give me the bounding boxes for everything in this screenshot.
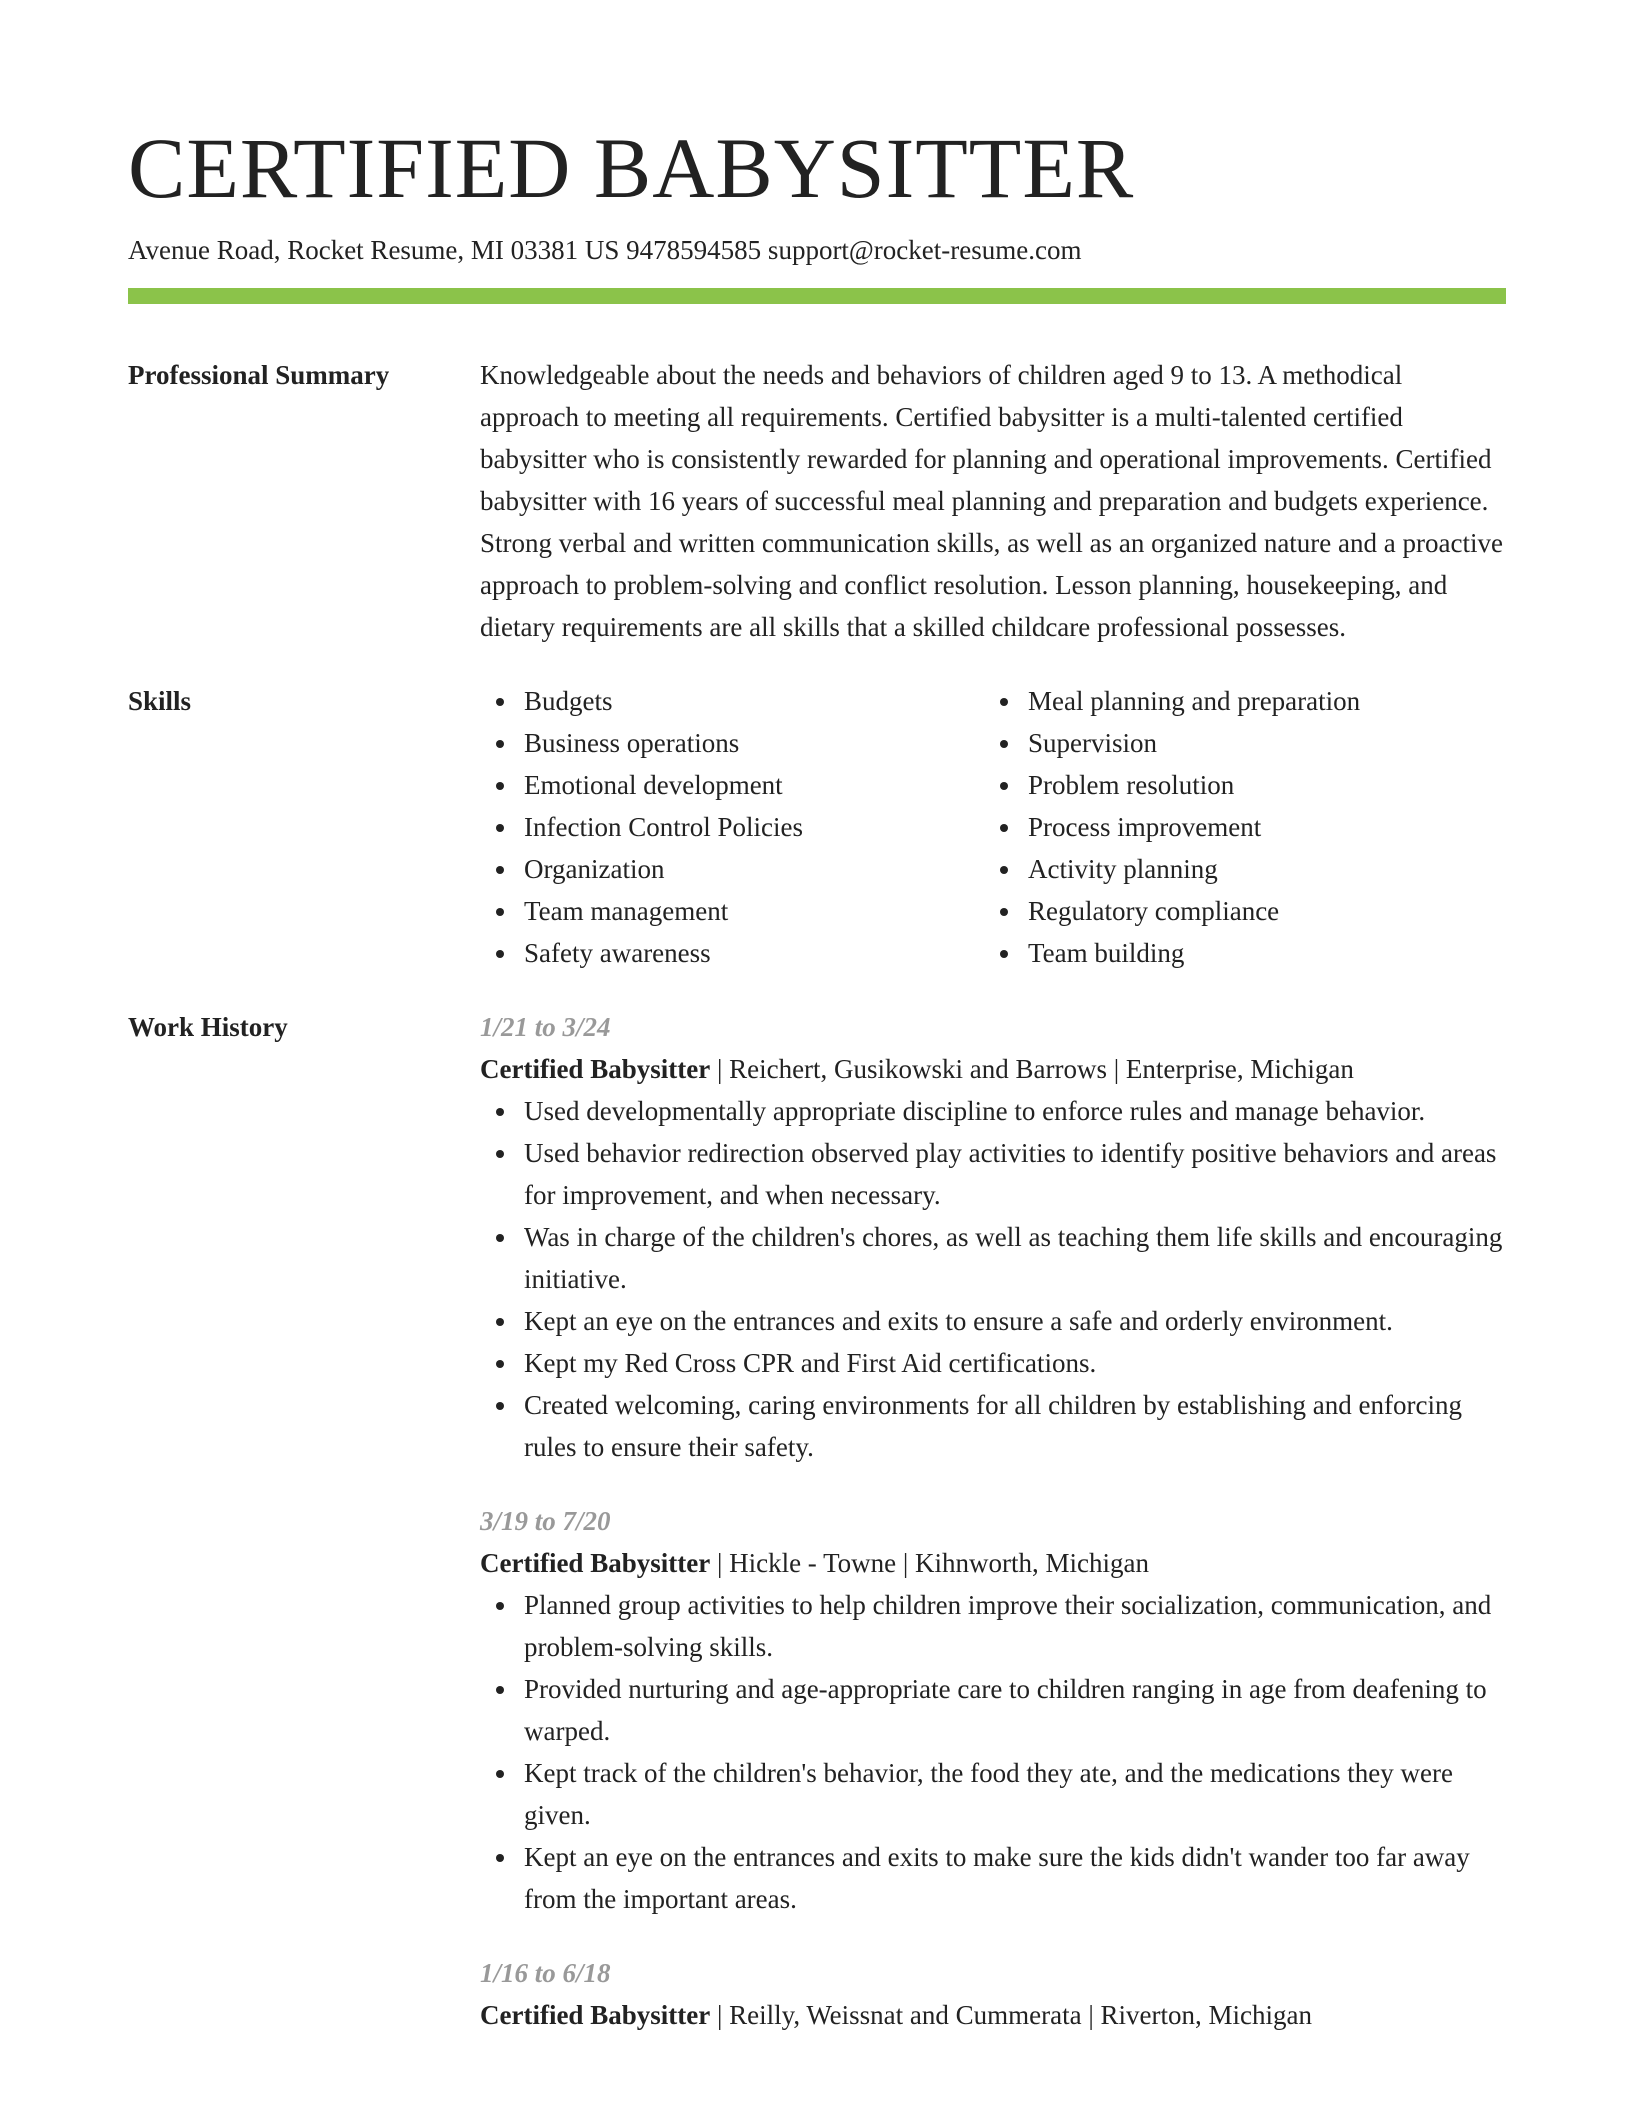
accent-divider [128,288,1506,304]
skills-column-left [480,680,984,974]
job-employer-location: | Reilly, Weissnat and Cummerata | Riverton, Michigan [710,2000,1312,2030]
skills-list-left [480,680,984,974]
job-duty: Provided nurturing and age-appropriate care to children ranging in age from deafening to warped. [524,1668,1506,1752]
job-header [480,1542,1506,1584]
resume-name: CERTIFIED BABYSITTER [128,120,1135,216]
skill-item: Team management [524,890,984,932]
job-header [480,1994,1506,2036]
job-entry [480,1006,1506,1468]
skill-item: Budgets [524,680,984,722]
job-duty: Kept an eye on the entrances and exits to make sure the kids didn't wander too far away from the important areas. [524,1836,1506,1920]
summary-section [128,354,1506,648]
skill-item: Supervision [1028,722,1488,764]
job-title: Certified Babysitter [480,1054,711,1084]
job-duties-list [480,1090,1506,1468]
job-duty: Kept track of the children's behavior, the food they ate, and the medications they were given. [524,1752,1506,1836]
summary-heading: Professional Summary [128,360,390,390]
skill-item: Regulatory compliance [1028,890,1488,932]
skill-item: Emotional development [524,764,984,806]
skills-section [128,680,1506,974]
summary-text: Knowledgeable about the needs and behaviors of children aged 9 to 13. A methodical approach to meeting all requirements. Certified babysitter is a multi-talented certified babysitter who is consistently rewarded for planning and operational improvements. Certified babysitter with 16 years of successful meal planning and preparation and budgets experience. Strong verbal and written communication skills, as well as an organized nature and a proactive approach to problem-solving and conflict resolution. Lesson planning, housekeeping, and dietary requirements are all skills that a skilled childcare professional possesses. [480,360,1503,642]
skill-item: Business operations [524,722,984,764]
job-entry [480,1952,1506,2036]
job-duty: Created welcoming, caring environments for all children by establishing and enforcing rules to ensure their safety. [524,1384,1506,1468]
job-title: Certified Babysitter [480,1548,711,1578]
job-duty: Was in charge of the children's chores, as well as teaching them life skills and encouraging initiative. [524,1216,1506,1300]
skill-item: Infection Control Policies [524,806,984,848]
job-dates: 1/21 to 3/24 [480,1012,611,1042]
skill-item: Problem resolution [1028,764,1488,806]
contact-line: Avenue Road, Rocket Resume, MI 03381 US 9478594585 support@rocket-resume.com [128,235,1082,265]
job-duty: Used developmentally appropriate discipline to enforce rules and manage behavior. [524,1090,1506,1132]
work-history-heading: Work History [128,1012,288,1042]
work-history-section [128,1006,1506,2068]
job-entry [480,1500,1506,1920]
skill-item: Activity planning [1028,848,1488,890]
job-duty: Kept my Red Cross CPR and First Aid certifications. [524,1342,1506,1384]
job-duty: Planned group activities to help children improve their socialization, communication, and problem-solving skills. [524,1584,1506,1668]
work-history-body [480,1006,1506,2068]
job-dates: 3/19 to 7/20 [480,1506,611,1536]
skill-item: Process improvement [1028,806,1488,848]
job-duty: Kept an eye on the entrances and exits to ensure a safe and orderly environment. [524,1300,1506,1342]
skills-column-right [984,680,1488,974]
job-employer-location: | Hickle - Towne | Kihnworth, Michigan [710,1548,1150,1578]
job-duty: Used behavior redirection observed play activities to identify positive behaviors and areas for improvement, and when necessary. [524,1132,1506,1216]
job-header [480,1048,1506,1090]
skills-columns [480,680,1506,974]
job-employer-location: | Reichert, Gusikowski and Barrows | Enterprise, Michigan [710,1054,1354,1084]
skill-item: Team building [1028,932,1488,974]
skills-heading: Skills [128,686,192,716]
job-duties-list [480,1584,1506,1920]
skill-item: Organization [524,848,984,890]
skill-item: Safety awareness [524,932,984,974]
job-dates: 1/16 to 6/18 [480,1958,611,1988]
job-title: Certified Babysitter [480,2000,711,2030]
skill-item: Meal planning and preparation [1028,680,1488,722]
skills-list-right [984,680,1488,974]
